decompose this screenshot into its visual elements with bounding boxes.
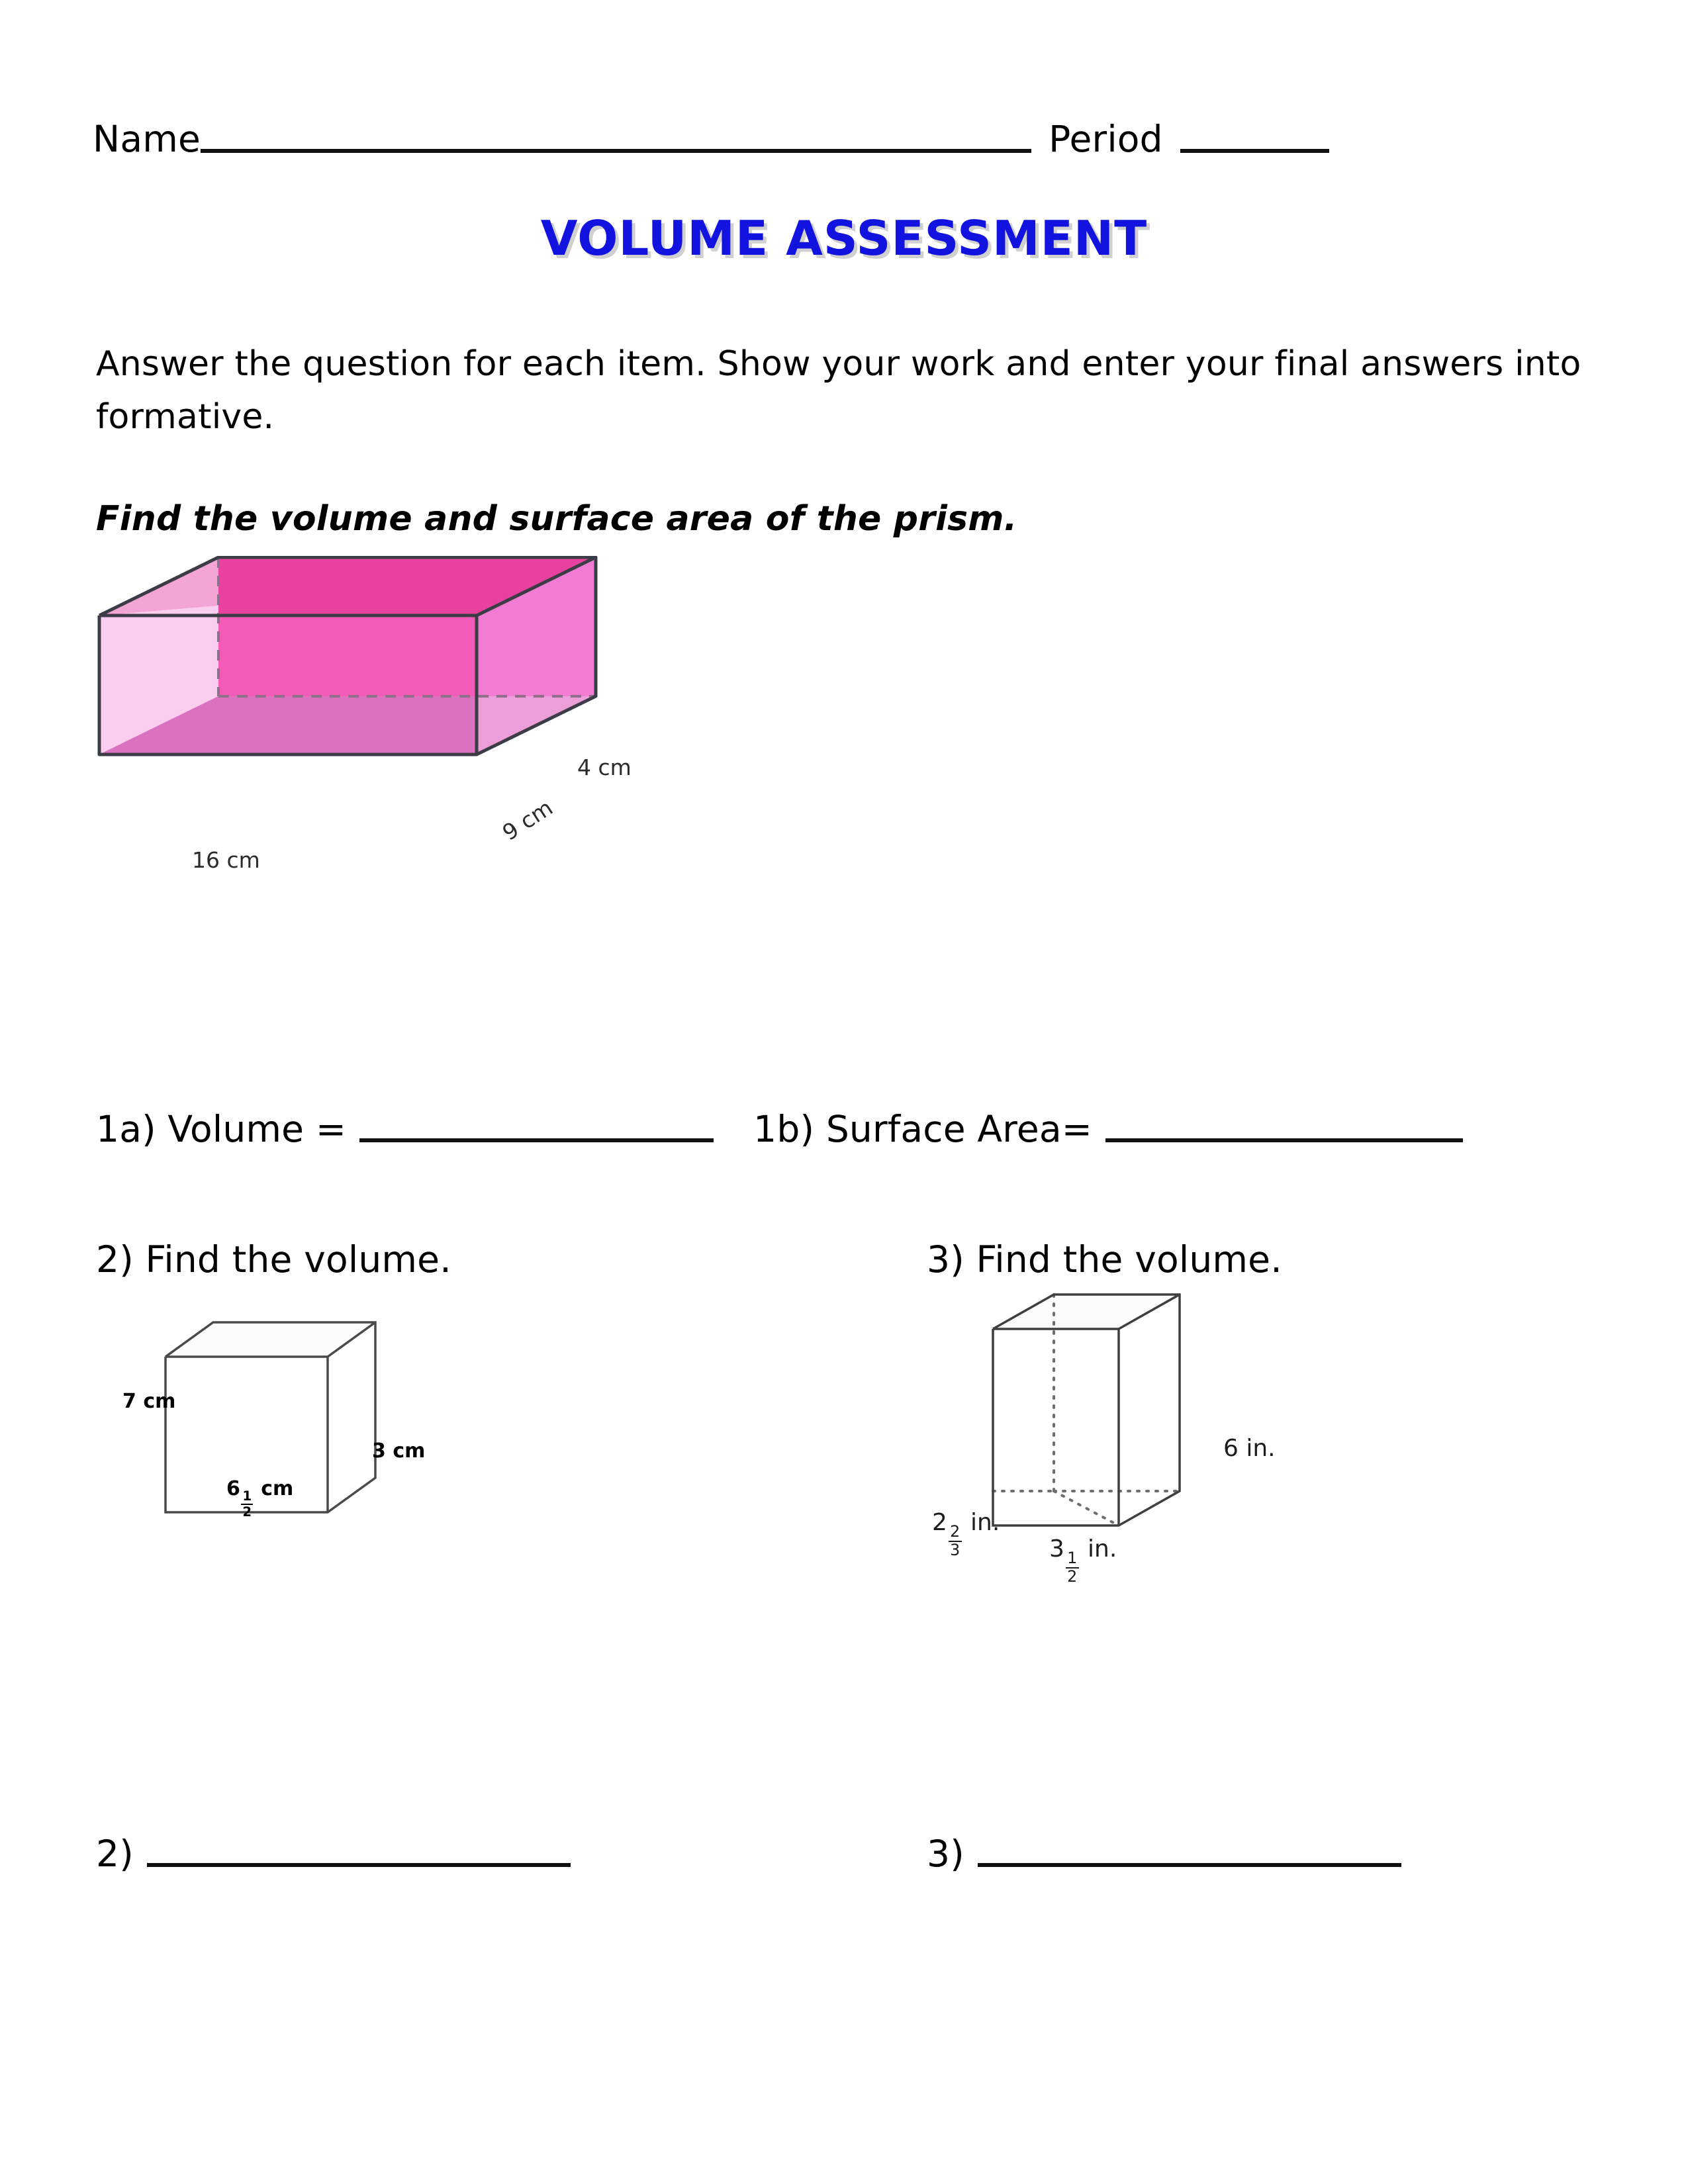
period-blank-line[interactable] <box>1180 149 1329 153</box>
box2-width-denominator: 2 <box>242 1504 252 1520</box>
name-blank-line[interactable] <box>201 149 1031 153</box>
question-3-answer-label: 3) <box>927 1833 964 1875</box>
page-title: VOLUME ASSESSMENT <box>540 210 1148 266</box>
question-3-answer-blank[interactable] <box>978 1863 1401 1867</box>
volume-answer-blank[interactable] <box>359 1138 714 1142</box>
question-2-heading: 2) Find the volume. <box>96 1238 451 1281</box>
box3-depth-fraction <box>949 1524 962 1558</box>
box2-height-label: 7 cm <box>122 1390 176 1413</box>
box3-width-denominator: 2 <box>1067 1567 1078 1586</box>
box3-width-fraction <box>1066 1548 1079 1586</box>
name-label: Name <box>93 118 201 160</box>
question-3-answer-group <box>927 1835 1401 1873</box>
box3-depth-numerator: 2 <box>949 1524 962 1542</box>
box3-depth-label <box>932 1509 1000 1558</box>
prism-height-label: 4 cm <box>577 754 632 780</box>
surface-area-answer-blank[interactable] <box>1105 1138 1463 1142</box>
box2-width-label <box>226 1477 293 1518</box>
name-period-header <box>93 99 1549 159</box>
surface-area-answer-label: 1b) Surface Area= <box>753 1108 1093 1150</box>
box2-depth-label: 3 cm <box>372 1439 426 1463</box>
instructions-text: Answer the question for each item. Show your work and enter your final answers into formative. <box>96 344 1581 437</box>
box3-front-face <box>993 1329 1119 1525</box>
box3-depth-unit: in. <box>970 1509 1000 1536</box>
white-box-svg <box>99 1277 563 1569</box>
question-2-answer-blank[interactable] <box>147 1863 571 1867</box>
box3-depth-denominator: 3 <box>950 1540 961 1559</box>
box3-depth-whole: 2 <box>932 1509 947 1536</box>
prism-depth-label: 9 cm <box>498 794 557 846</box>
box2-width-unit: cm <box>261 1477 294 1500</box>
white-box-figure <box>99 1277 563 1569</box>
box2-width-whole: 6 <box>226 1477 240 1500</box>
volume-answer-label: 1a) Volume = <box>96 1108 347 1150</box>
question1-answer-row <box>96 1089 1585 1148</box>
box3-width-unit: in. <box>1088 1535 1117 1563</box>
period-label: Period <box>1049 118 1163 160</box>
question-3-heading: 3) Find the volume. <box>927 1238 1282 1281</box>
prism-prompt-text: Find the volume and surface area of the prism. <box>96 499 1017 539</box>
box3-height-label: 6 in. <box>1223 1435 1276 1462</box>
tall-prism-figure <box>927 1277 1456 1595</box>
question-2-answer-label: 2) <box>96 1833 134 1875</box>
box3-width-numerator: 1 <box>1066 1551 1079 1569</box>
box2-width-fraction <box>241 1490 253 1518</box>
prism-width-label: 16 cm <box>192 847 260 873</box>
pink-prism-figure <box>79 556 741 873</box>
question-2-answer-group <box>96 1835 571 1873</box>
box2-width-numerator: 1 <box>242 1488 252 1504</box>
tall-prism-svg <box>927 1277 1456 1595</box>
box3-width-whole: 3 <box>1049 1535 1064 1563</box>
pink-prism-svg <box>79 556 741 834</box>
box3-width-label <box>1049 1535 1117 1584</box>
questions-23-answer-row <box>96 1813 1585 1873</box>
